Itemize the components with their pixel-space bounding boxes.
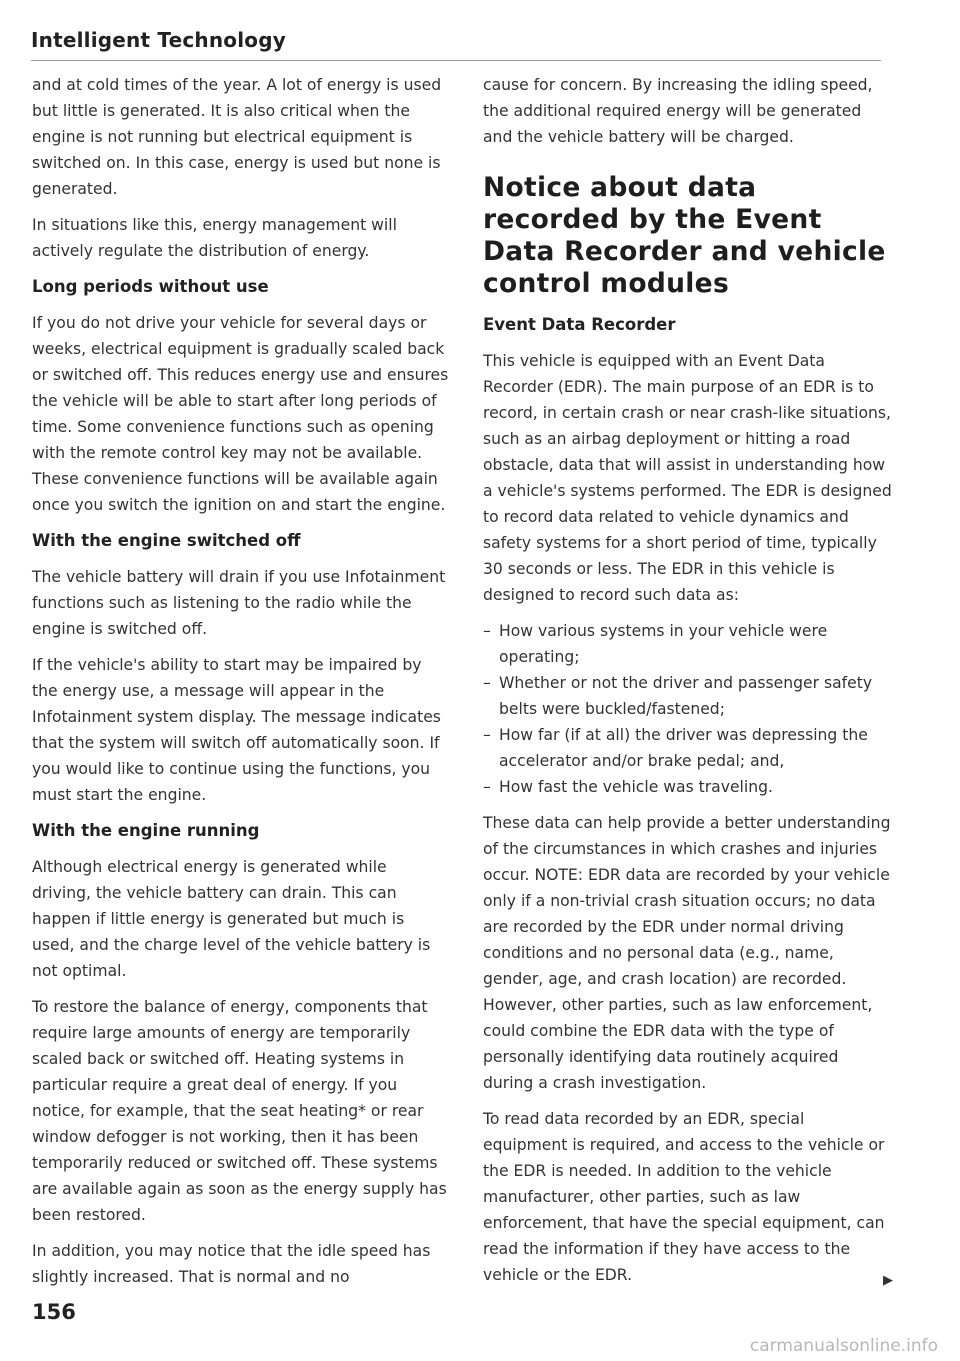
continue-arrow-icon: ▶ xyxy=(883,1273,893,1288)
paragraph: To restore the balance of energy, components that require large amounts of energy are temporarily scaled back or switched off. Heating systems in particular require a great deal of energy. If you notice, for example, that the seat heating* or rear window defogger is not working, then it has been temporarily reduced or switched off. These systems are available again as soon as the energy supply has been restored. xyxy=(32,998,447,1224)
page-number: 156 xyxy=(32,1300,76,1324)
paragraph: In situations like this, energy management will actively regulate the distribution of energy. xyxy=(32,216,397,260)
edr-data-list xyxy=(483,618,893,800)
list-item: – How various systems in your vehicle were operating; xyxy=(483,618,893,670)
section-heading-engine-running: With the engine running xyxy=(32,821,260,840)
paragraph-text: To read data recorded by an EDR, special equipment is required, and access to the vehicle or the EDR is needed. In addition to the vehicle manufacturer, other parties, such as law enforcement, that have the special equipment, can read the information if they have access to the vehicle or the EDR. xyxy=(483,1110,885,1284)
paragraph: In addition, you may notice that the idle speed has slightly increased. That is normal and no xyxy=(32,1242,431,1286)
paragraph: and at cold times of the year. A lot of energy is used but little is generated. It is also critical when the engine is not running but electrical equipment is switched on. In this case, energy is used but none is generated. xyxy=(32,76,442,198)
page-header-title: Intelligent Technology xyxy=(31,28,286,52)
left-column xyxy=(32,72,450,1300)
paragraph: If you do not drive your vehicle for several days or weeks, electrical equipment is gradually scaled back or switched off. This reduces energy use and ensures the vehicle will be able to start after long periods of time. Some convenience functions such as opening with the remote control key may not be available. These convenience functions will be available again once you switch the ignition on and start the engine. xyxy=(32,314,449,514)
section-heading-long-periods: Long periods without use xyxy=(32,277,269,296)
list-item: – Whether or not the driver and passenger safety belts were buckled/fastened; xyxy=(483,670,893,722)
list-item: – How far (if at all) the driver was depressing the accelerator and/or brake pedal; and, xyxy=(483,722,893,774)
paragraph: Although electrical energy is generated while driving, the vehicle battery can drain. This can happen if little energy is generated but much is used, and the charge level of the vehicle battery is not optimal. xyxy=(32,858,431,980)
paragraph xyxy=(483,1106,893,1288)
right-column xyxy=(483,72,893,1298)
section-heading-engine-off: With the engine switched off xyxy=(32,531,301,550)
section-title-edr-notice: Notice about data recorded by the Event Data Recorder and vehicle control modules xyxy=(483,172,886,299)
watermark: carmanualsonline.info xyxy=(749,1336,938,1356)
paragraph: If the vehicle's ability to start may be impaired by the energy use, a message will appear in the Infotainment system display. The message indicates that the system will switch off automatically soon. If you would like to continue using the functions, you must start the engine. xyxy=(32,656,441,804)
section-heading-event-data-recorder: Event Data Recorder xyxy=(483,315,676,334)
paragraph: cause for concern. By increasing the idling speed, the additional required energy will be generated and the vehicle battery will be charged. xyxy=(483,76,873,146)
paragraph: These data can help provide a better understanding of the circumstances in which crashes and injuries occur. NOTE: EDR data are recorded by your vehicle only if a non-trivial crash situation occurs; no data are recorded by the EDR under normal driving conditions and no personal data (e.g., name, gender, age, and crash location) are recorded. However, other parties, such as law enforcement, could combine the EDR data with the type of personally identifying data routinely acquired during a crash investigation. xyxy=(483,814,891,1092)
list-item: – How fast the vehicle was traveling. xyxy=(483,774,893,800)
header-divider xyxy=(31,60,881,61)
paragraph: This vehicle is equipped with an Event Data Recorder (EDR). The main purpose of an EDR is to record, in certain crash or near crash-like situations, such as an airbag deployment or hitting a road obstacle, data that will assist in understanding how a vehicle's systems performed. The EDR is designed to record data related to vehicle dynamics and safety systems for a short period of time, typically 30 seconds or less. The EDR in this vehicle is designed to record such data as: xyxy=(483,352,892,604)
paragraph: The vehicle battery will drain if you use Infotainment functions such as listening to the radio while the engine is switched off. xyxy=(32,568,446,638)
